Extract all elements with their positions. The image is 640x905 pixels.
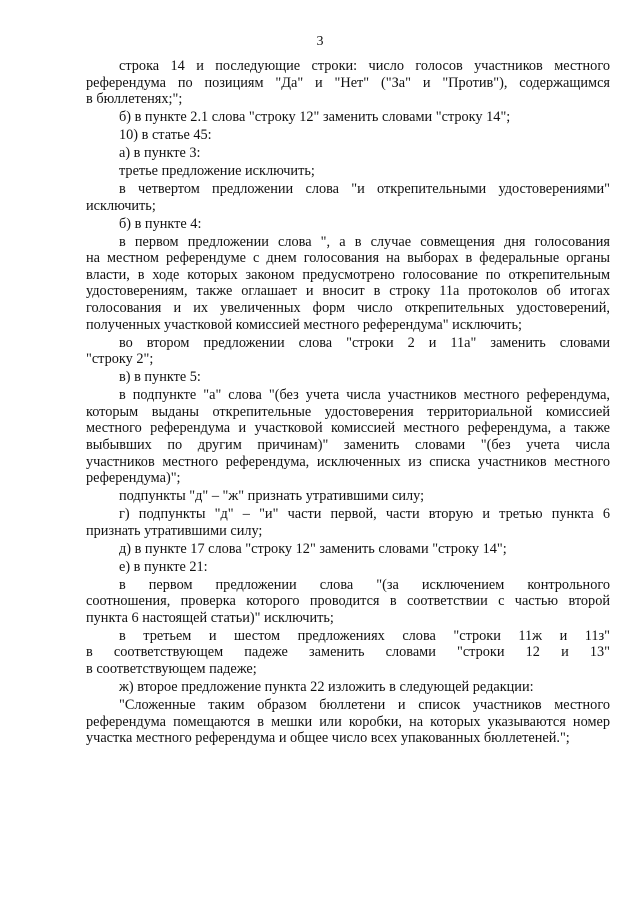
text-line: е) в пункте 21:: [119, 558, 208, 575]
text-line: власти, в ходе которых законом предусмотрено голосование по открепительным: [86, 266, 610, 283]
text-line: в) в пункте 5:: [119, 369, 201, 386]
text-line: референдума)";: [86, 470, 181, 487]
text-line: г) подпункты "д" – "и" части первой, части вторую и третью пункта 6: [119, 506, 610, 523]
text-line: "строку 2";: [86, 351, 154, 368]
text-line: а) в пункте 3:: [119, 145, 201, 162]
text-line: ж) второе предложение пункта 22 изложить в следующей редакции:: [119, 679, 534, 696]
text-line: полученных участковой комиссией местного референдума" исключить;: [86, 316, 522, 333]
text-line: во втором предложении слова "строки 2 и 11а" заменить словами: [119, 334, 610, 351]
text-line: б) в пункте 4:: [119, 215, 202, 232]
text-line: признать утратившими силу;: [86, 522, 263, 539]
text-line: голосования и их увеличенных форм число открепительных удостоверений,: [86, 300, 610, 317]
text-line: 10) в статье 45:: [119, 127, 212, 144]
text-line: соотношения, проверка которого проводится в соответствии с частью второй: [86, 593, 610, 610]
text-line: в третьем и шестом предложениях слова "строки 11ж и 11з": [119, 627, 610, 644]
text-line: в первом предложении слова "(за исключением контрольного: [119, 576, 610, 593]
text-line: строка 14 и последующие строки: число голосов участников местного: [119, 58, 610, 74]
text-line: исключить;: [86, 197, 156, 214]
document-body: [86, 58, 610, 747]
text-line: участников местного референдума, исключенных из списка участников местного: [86, 453, 610, 470]
text-line: в первом предложении слова ", а в случае совмещения дня голосования: [119, 233, 610, 250]
text-line: выбывших по другим причинам)" заменить словами "(без учета числа: [86, 436, 610, 453]
text-line: в соответствующем падеже заменить словами "строки 12 и 13": [86, 644, 610, 661]
text-line: референдума помещаются в мешки или коробки, на которых указываются номер: [86, 713, 610, 730]
text-line: в соответствующем падеже;: [86, 661, 257, 678]
text-line: "Сложенные таким образом бюллетени и список участников местного: [119, 697, 610, 713]
text-line: местного референдума и участковой комиссией местного референдума, а также: [86, 420, 610, 437]
text-line: пункта 6 настоящей статьи)" исключить;: [86, 609, 334, 626]
text-line: которым выданы открепительные удостоверения территориальной комиссией: [86, 403, 610, 420]
text-line: участка местного референдума и общее число всех упакованных бюллетеней.";: [86, 730, 570, 747]
text-line: удостоверениям, также оглашает и вносит в строку 11а протоколов об итогах: [86, 283, 610, 300]
text-line: подпункты "д" – "ж" признать утратившими силу;: [119, 488, 425, 505]
text-line: в четвертом предложении слова "и открепительными удостоверениями": [119, 181, 610, 198]
page-number: 3: [316, 34, 324, 49]
text-line: на местном референдуме с днем голосования на выборах в федеральные органы: [86, 250, 610, 267]
text-line: в подпункте "а" слова "(без учета числа участников местного референдума,: [119, 387, 610, 404]
text-line: третье предложение исключить;: [119, 163, 315, 180]
text-line: в бюллетенях;";: [86, 91, 183, 108]
text-line: референдума по позициям "Да" и "Нет" ("За" и "Против"), содержащимся: [86, 74, 610, 91]
text-line: б) в пункте 2.1 слова "строку 12" заменить словами "строку 14";: [119, 109, 511, 126]
text-line: д) в пункте 17 слова "строку 12" заменить словами "строку 14";: [119, 540, 507, 557]
